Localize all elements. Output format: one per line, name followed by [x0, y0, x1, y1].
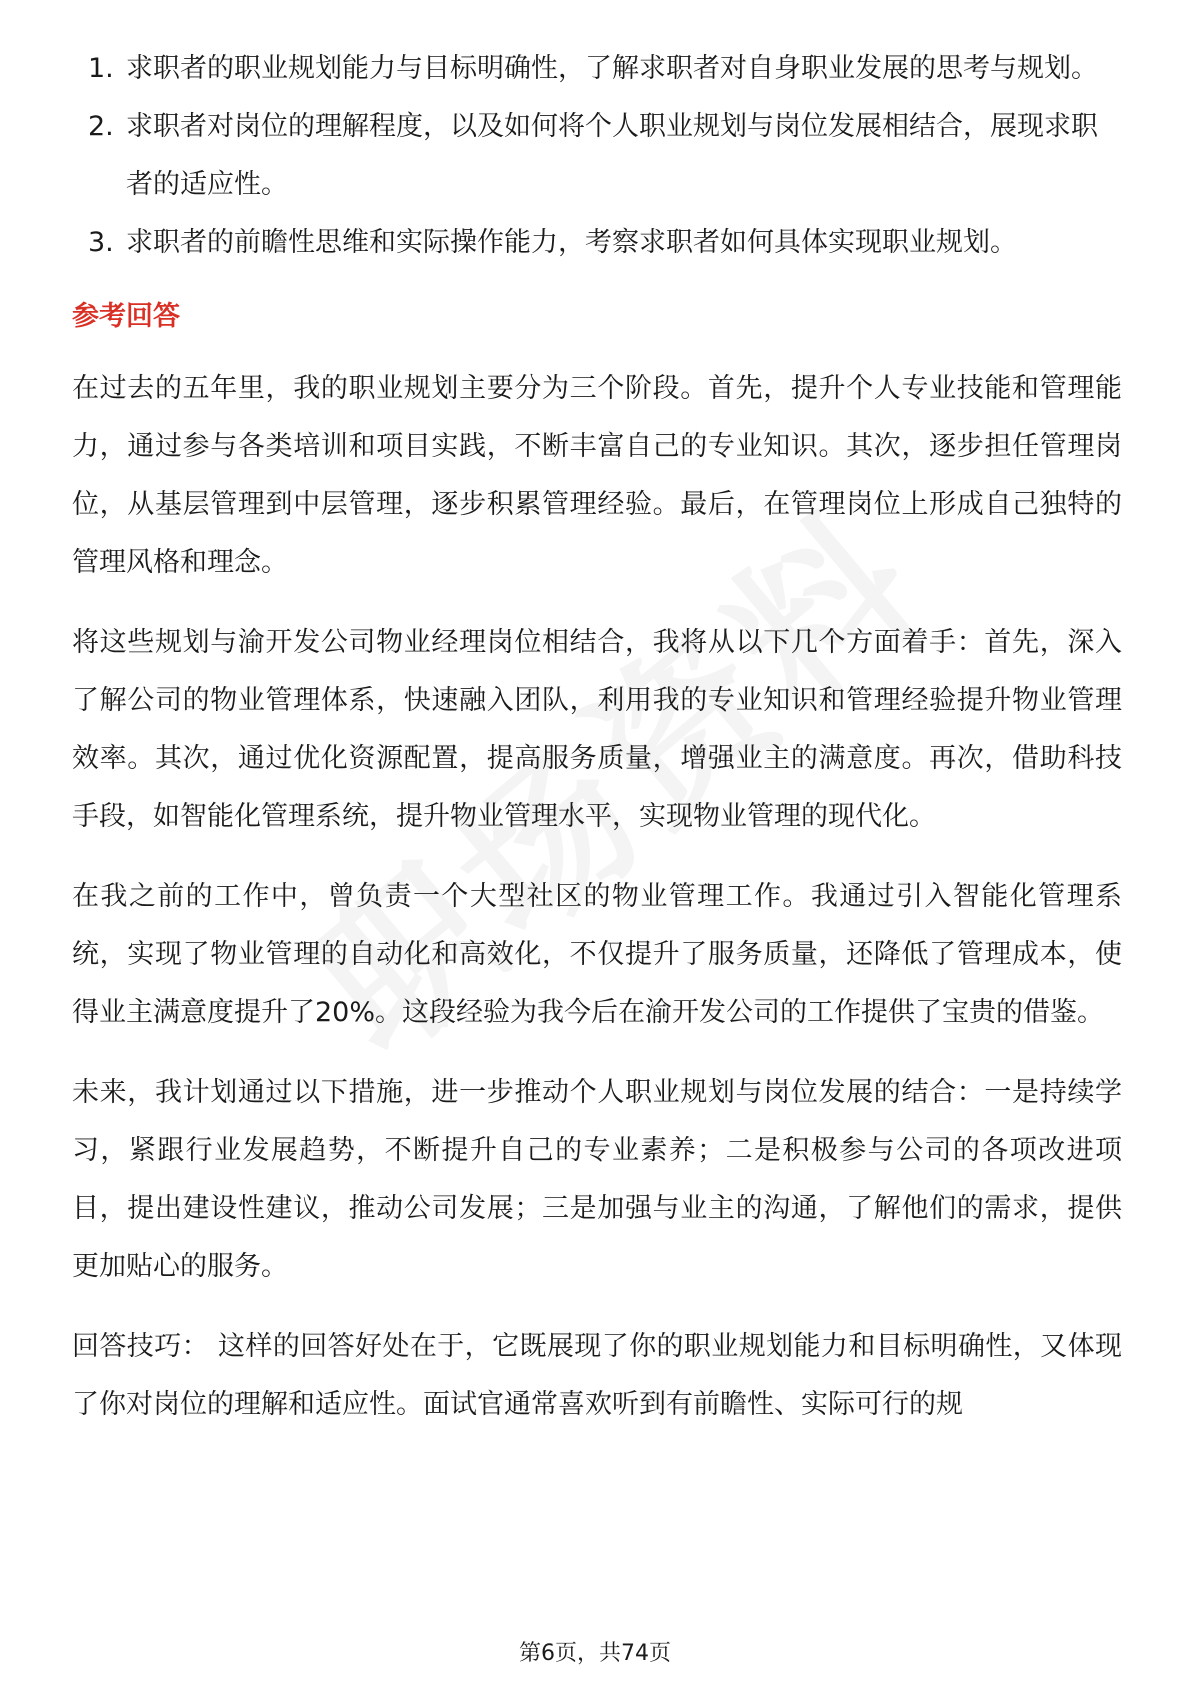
list-item-number: 2. [88, 111, 114, 142]
page-footer: 第6页，共74页 [519, 1641, 671, 1666]
paragraph: 在我之前的工作中，曾负责一个大型社区的物业管理工作。我通过引入智能化管理系统，实现了物业管理的自动化和高效化，不仅提升了服务质量，还降低了管理成本，使得业主满意度提升了20%。这段经验为我今后在渝开发公司的工作提供了宝贵的借鉴。 [72, 881, 1122, 1028]
list-item-number: 1. [88, 53, 114, 84]
list-item-text: 求职者的职业规划能力与目标明确性，了解求职者对自身职业发展的思考与规划。 [126, 53, 1098, 84]
paragraph: 未来，我计划通过以下措施，进一步推动个人职业规划与岗位发展的结合：一是持续学习，紧跟行业发展趋势，不断提升自己的专业素养；二是积极参与公司的各项改进项目，提出建设性建议，推动公司发展；三是加强与业主的沟通，了解他们的需求，提供更加贴心的服务。 [72, 1077, 1122, 1282]
list-item [72, 98, 1122, 214]
list-item-number: 3. [88, 227, 114, 258]
list-item [72, 214, 1122, 272]
paragraph: 回答技巧： 这样的回答好处在于，它既展现了你的职业规划能力和目标明确性，又体现了你对岗位的理解和适应性。面试官通常喜欢听到有前瞻性、实际可行的规 [72, 1331, 1122, 1420]
paragraph: 在过去的五年里，我的职业规划主要分为三个阶段。首先，提升个人专业技能和管理能力，通过参与各类培训和项目实践，不断丰富自己的专业知识。其次，逐步担任管理岗位，从基层管理到中层管理，逐步积累管理经验。最后，在管理岗位上形成自己独特的管理风格和理念。 [72, 373, 1122, 578]
list-item-text: 求职者的前瞻性思维和实际操作能力，考察求职者如何具体实现职业规划。 [126, 227, 1017, 258]
section-title: 参考回答 [72, 301, 180, 332]
page-content [72, 40, 1122, 1456]
list-item [72, 40, 1122, 98]
paragraph: 将这些规划与渝开发公司物业经理岗位相结合，我将从以下几个方面着手：首先，深入了解公司的物业管理体系，快速融入团队，利用我的专业知识和管理经验提升物业管理效率。其次，通过优化资源配置，提高服务质量，增强业主的满意度。再次，借助科技手段，如智能化管理系统，提升物业管理水平，实现物业管理的现代化。 [72, 627, 1122, 832]
list-item-text: 求职者对岗位的理解程度，以及如何将个人职业规划与岗位发展相结合，展现求职者的适应性。 [126, 111, 1098, 200]
criteria-list [72, 40, 1122, 272]
